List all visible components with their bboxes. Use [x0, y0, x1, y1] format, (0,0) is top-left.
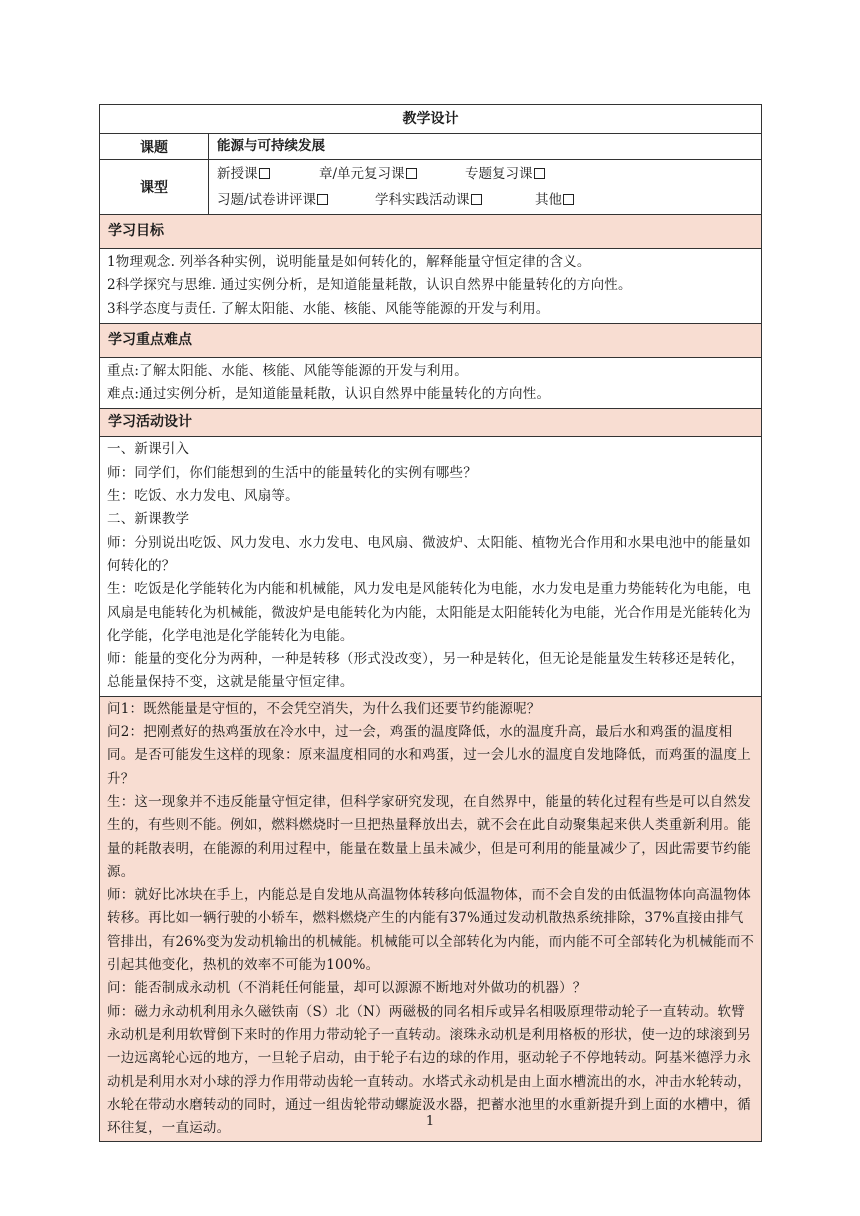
- activities-heading: 学习活动设计: [100, 409, 762, 437]
- activity-paragraph: 二、新课教学: [107, 511, 190, 528]
- topic-label: 课题: [100, 134, 209, 160]
- option-new-lesson[interactable]: 新授课: [217, 161, 319, 187]
- goal-line: 2科学探究与思维. 通过实例分析，是知道能量耗散，认识自然界中能量转化的方向性。: [107, 277, 632, 294]
- checkbox-icon[interactable]: [534, 168, 545, 179]
- goals-body: [100, 249, 762, 324]
- lesson-plan-document: [99, 104, 761, 1142]
- lesson-plan-table: [99, 104, 762, 1142]
- activity-paragraph: 生：吃饭、水力发电、风扇等。: [107, 488, 299, 505]
- lesson-type-line-2: [217, 187, 761, 213]
- activity-paragraph: 师：同学们，你们能想到的生活中的能量转化的实例有哪些？: [107, 464, 477, 481]
- goal-line: 3科学态度与责任. 了解太阳能、水能、核能、风能等能源的开发与利用。: [107, 300, 550, 317]
- activities-part1: [100, 437, 762, 696]
- option-unit-review[interactable]: 章/单元复习课: [319, 161, 465, 187]
- goals-heading: 学习目标: [100, 215, 762, 249]
- checkbox-icon[interactable]: [563, 194, 574, 205]
- goals-heading-row: [100, 215, 762, 249]
- checkbox-icon[interactable]: [317, 194, 328, 205]
- option-other[interactable]: 其他: [535, 187, 574, 213]
- lesson-type-label: 课型: [100, 160, 209, 215]
- activity-paragraph: 生：吃饭是化学能转化为内能和机械能，风力发电是风能转化为电能，水力发电是重力势能转化为电能，电风扇是电能转化为机械能，微波炉是电能转化为内能，太阳能是太阳能转化为电能，光合作用是光能转化为化学能，化学电池是化学能转化为电能。: [107, 581, 751, 644]
- goals-body-row: [100, 249, 762, 324]
- key-point-line: 重点:了解太阳能、水能、核能、风能等能源的开发与利用。: [107, 362, 468, 379]
- activity-paragraph: 师：能量的变化分为两种，一种是转移（形式没改变），另一种是转化，但无论是能量发生转移还是转化，总能量保持不变，这就是能量守恒定律。: [107, 651, 745, 691]
- lesson-type-line-1: [217, 161, 761, 187]
- key-points-heading: 学习重点难点: [100, 323, 762, 357]
- activity-paragraph: 师：磁力永动机利用永久磁铁南（S）北（N）两磁极的同名相斥或异名相吸原理带动轮子一直转动。软臂永动机是利用软臂倒下来时的作用力带动轮子一直转动。滚珠永动机是利用格板的形状，使一边的球滚到另一边远离轮心远的地方，一旦轮子启动，由于轮子右边的球的作用，驱动轮子不停地转动。阿基米德浮力永动机是利用水对小球的浮力作用带动齿轮一直转动。水塔式永动机是由上面水槽流出的水，冲击水轮转动，水轮在带动水磨转动的同时，通过一组齿轮带动螺旋汲水器，把蓄水池里的水重新提升到上面的水槽中，循环往复，一直运动。: [107, 1003, 751, 1137]
- key-points-body: [100, 357, 762, 409]
- lesson-type-options: [209, 160, 762, 215]
- activity-paragraph: 问：能否制成永动机（不消耗任何能量，却可以源源不断地对外做功的机器）？: [107, 980, 587, 997]
- activity-paragraph: 问2：把刚煮好的热鸡蛋放在冷水中，过一会，鸡蛋的温度降低，水的温度升高，最后水和鸡蛋的温度相同。是否可能发生这样的现象：原来温度相同的水和鸡蛋，过一会儿水的温度自发地降低，而鸡蛋的温度上升？: [107, 724, 751, 787]
- option-practice-activity[interactable]: 学科实践活动课: [375, 187, 535, 213]
- key-point-line: 难点:通过实例分析，是知道能量耗散，认识自然界中能量转化的方向性。: [107, 386, 551, 403]
- key-points-heading-row: [100, 323, 762, 357]
- activities-part1-row: [100, 437, 762, 696]
- activity-paragraph: 师：分别说出吃饭、风力发电、水力发电、电风扇、微波炉、太阳能、植物光合作用和水果电池中的能量如何转化的？: [107, 534, 751, 574]
- activity-paragraph: 一、新课引入: [107, 441, 190, 458]
- option-exercise-review[interactable]: 习题/试卷讲评课: [217, 187, 375, 213]
- title-row: [100, 105, 762, 134]
- page-number: 1: [425, 1114, 435, 1129]
- option-topic-review[interactable]: 专题复习课: [465, 161, 545, 187]
- topic-value: 能源与可持续发展: [209, 134, 762, 160]
- activity-paragraph: 生：这一现象并不违反能量守恒定律，但科学家研究发现，在自然界中，能量的转化过程有些是可以自然发生的，有些则不能。例如，燃料燃烧时一旦把热量释放出去，就不会在此自动聚集起来供人类重新利用。能量的耗散表明，在能源的利用过程中，能量在数量上虽未减少，但是可利用的能量减少了，因此需要节约能源。: [107, 793, 751, 880]
- activities-part2: [100, 696, 762, 1142]
- checkbox-icon[interactable]: [406, 168, 417, 179]
- checkbox-icon[interactable]: [471, 194, 482, 205]
- activity-paragraph: 师：就好比冰块在手上，内能总是自发地从高温物体转移向低温物体，而不会自发的由低温物体向高温物体转移。再比如一辆行驶的小轿车，燃料燃烧产生的内能有37%通过发动机散热系统排除，37%直接由排气管排出，有26%变为发动机输出的机械能。机械能可以全部转化为内能，而内能不可全部转化为机械能而不引起其他变化，热机的效率不可能为100%。: [107, 887, 755, 974]
- activities-heading-row: [100, 409, 762, 437]
- document-title: 教学设计: [100, 105, 762, 134]
- key-points-body-row: [100, 357, 762, 409]
- checkbox-icon[interactable]: [259, 168, 270, 179]
- goal-line: 1物理观念. 列举各种实例，说明能量是如何转化的，解释能量守恒定律的含义。: [107, 254, 591, 270]
- lesson-type-row: [100, 160, 762, 215]
- topic-row: [100, 134, 762, 160]
- activity-paragraph: 问1：既然能量是守恒的，不会凭空消失，为什么我们还要节约能源呢？: [107, 700, 541, 717]
- activities-part2-row: [100, 696, 762, 1142]
